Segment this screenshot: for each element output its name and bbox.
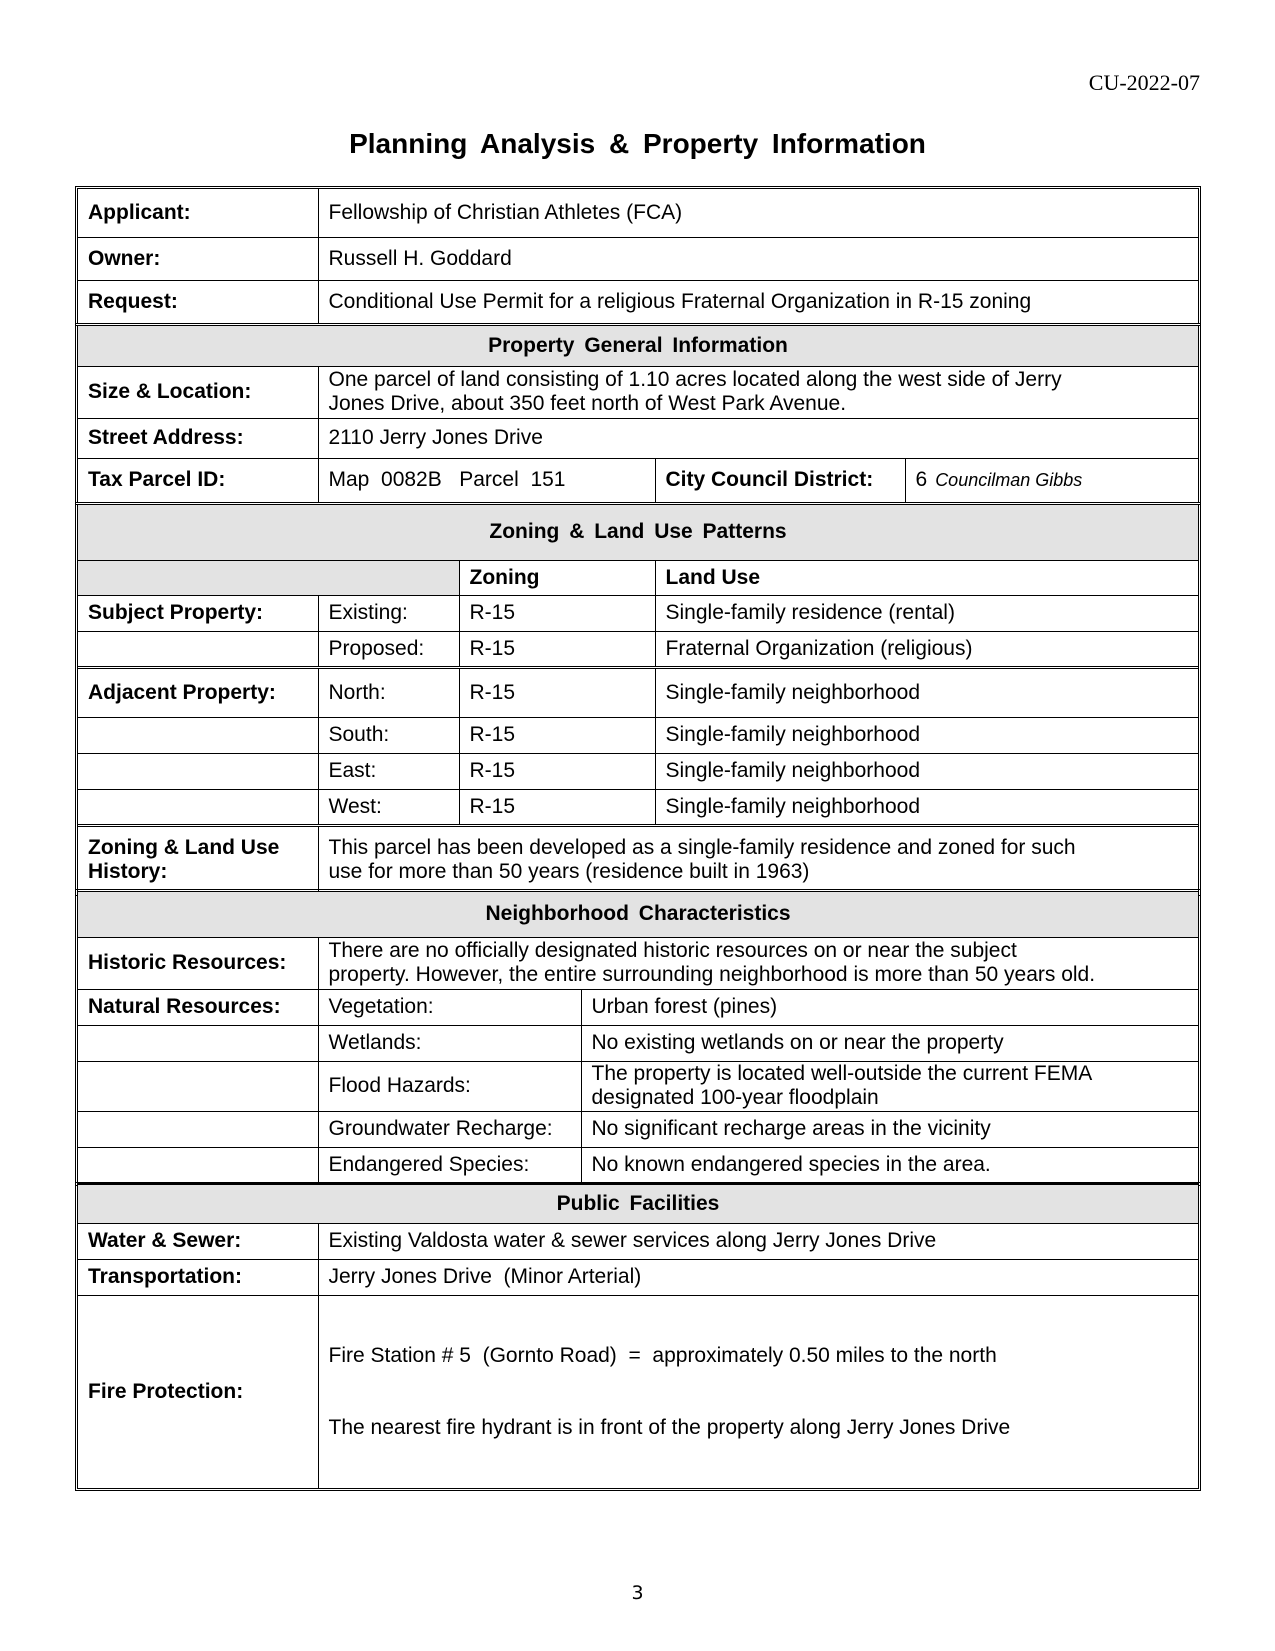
size-location-row — [78, 366, 1198, 418]
zoning-column-header-row — [78, 560, 1198, 595]
adjacent-zoning: R-15 — [459, 789, 655, 825]
council-member-name: Councilman Gibbs — [935, 470, 1083, 491]
natural-endangered-row — [78, 1147, 1198, 1183]
zoning-history-label — [78, 825, 318, 893]
subject-direction: Existing: — [318, 595, 459, 631]
adjacent-blank-cell — [78, 717, 318, 753]
flood-line-1: The property is located well-outside the current FEMA — [591, 1062, 1093, 1085]
street-address-label: Street Address: — [78, 418, 318, 458]
owner-row — [78, 237, 1198, 280]
adjacent-direction: North: — [318, 667, 459, 717]
water-sewer-value: Existing Valdosta water & sewer services along Jerry Jones Drive — [318, 1223, 1198, 1259]
adjacent-land-use: Single-family neighborhood — [655, 753, 1198, 789]
adjacent-direction: West: — [318, 789, 459, 825]
flood-line-2: designated 100-year floodplain — [591, 1086, 879, 1109]
request-value: Conditional Use Permit for a religious Fraternal Organization in R-15 zoning — [318, 280, 1198, 323]
adjacent-zoning: R-15 — [459, 717, 655, 753]
subject-proposed-row — [78, 631, 1198, 667]
owner-value: Russell H. Goddard — [318, 237, 1198, 280]
natural-blank-cell — [78, 1061, 318, 1111]
section-header-zoning: Zoning & Land Use Patterns — [78, 505, 1198, 560]
water-sewer-row — [78, 1223, 1198, 1259]
size-location-value — [318, 366, 1198, 418]
applicant-value: Fellowship of Christian Athletes (FCA) — [318, 189, 1198, 237]
natural-item: Groundwater Recharge: — [318, 1111, 581, 1147]
subject-blank-cell — [78, 631, 318, 667]
adjacent-land-use: Single-family neighborhood — [655, 667, 1198, 717]
page-number: 3 — [631, 1582, 644, 1604]
council-district-label: City Council District: — [655, 458, 905, 502]
request-label: Request: — [78, 280, 318, 323]
tax-parcel-label: Tax Parcel ID: — [78, 458, 318, 502]
natural-value: No known endangered species in the area. — [581, 1147, 1198, 1183]
zoning-history-label-line-2: History: — [88, 859, 168, 883]
natural-blank-cell — [78, 1025, 318, 1061]
zoning-history-label-line-1: Zoning & Land Use — [88, 835, 280, 859]
applicant-row — [78, 189, 1198, 237]
historic-resources-row — [78, 937, 1198, 989]
section-header-general: Property General Information — [78, 326, 1198, 366]
natural-wetlands-row — [78, 1025, 1198, 1061]
natural-blank-cell — [78, 1111, 318, 1147]
adjacent-zoning: R-15 — [459, 667, 655, 717]
transportation-label: Transportation: — [78, 1259, 318, 1295]
size-location-line-1: One parcel of land consisting of 1.10 acres located along the west side of Jerry — [328, 368, 1062, 391]
subject-direction: Proposed: — [318, 631, 459, 667]
subject-existing-row — [78, 595, 1198, 631]
section-header-neighborhood: Neighborhood Characteristics — [78, 892, 1198, 937]
subject-zoning: R-15 — [459, 631, 655, 667]
facilities-block — [75, 1182, 1201, 1491]
historic-resources-line-2: property. However, the entire surrounding neighborhood is more than 50 years old. — [328, 963, 1096, 986]
adjacent-land-use: Single-family neighborhood — [655, 789, 1198, 825]
historic-resources-line-1: There are no officially designated historic resources on or near the subject — [328, 939, 1017, 962]
historic-resources-value — [318, 937, 1198, 989]
applicant-label: Applicant: — [78, 189, 318, 237]
transportation-row — [78, 1259, 1198, 1295]
fire-protection-line-2: The nearest fire hydrant is in front of the property along Jerry Jones Drive — [328, 1415, 1011, 1439]
natural-value: No significant recharge areas in the vicinity — [581, 1111, 1198, 1147]
natural-resources-label: Natural Resources: — [78, 989, 318, 1025]
council-district-value — [905, 458, 1198, 502]
natural-value: No existing wetlands on or near the property — [581, 1025, 1198, 1061]
adjacent-south-row — [78, 717, 1198, 753]
adjacent-blank-cell — [78, 789, 318, 825]
street-address-value: 2110 Jerry Jones Drive — [318, 418, 1198, 458]
natural-value: Urban forest (pines) — [581, 989, 1198, 1025]
tax-parcel-row — [78, 458, 1198, 502]
natural-groundwater-row — [78, 1111, 1198, 1147]
adjacent-land-use: Single-family neighborhood — [655, 717, 1198, 753]
natural-item: Vegetation: — [318, 989, 581, 1025]
natural-item: Endangered Species: — [318, 1147, 581, 1183]
subject-property-label: Subject Property: — [78, 595, 318, 631]
column-header-land-use: Land Use — [655, 560, 1198, 595]
zoning-history-line-1: This parcel has been developed as a single-family residence and zoned for such — [328, 835, 1076, 859]
column-header-zoning: Zoning — [459, 560, 655, 595]
subject-land-use: Single-family residence (rental) — [655, 595, 1198, 631]
fire-protection-value — [318, 1295, 1198, 1488]
council-district-number: 6 — [915, 468, 928, 492]
size-location-line-2: Jones Drive, about 350 feet north of West Park Avenue. — [328, 392, 847, 415]
document-id: CU-2022-07 — [1088, 70, 1200, 95]
adjacent-blank-cell — [78, 753, 318, 789]
applicant-block — [75, 186, 1201, 326]
tax-parcel-value: Map 0082B Parcel 151 — [318, 458, 655, 502]
neighborhood-block — [75, 889, 1201, 1186]
adjacent-zoning: R-15 — [459, 753, 655, 789]
fire-protection-label: Fire Protection: — [78, 1295, 318, 1488]
owner-label: Owner: — [78, 237, 318, 280]
natural-vegetation-row — [78, 989, 1198, 1025]
natural-value — [581, 1061, 1198, 1111]
adjacent-direction: South: — [318, 717, 459, 753]
fire-protection-row — [78, 1295, 1198, 1488]
historic-resources-label: Historic Resources: — [78, 937, 318, 989]
request-row — [78, 280, 1198, 323]
page-title: Planning Analysis & Property Information — [349, 128, 926, 159]
section-header-facilities: Public Facilities — [78, 1185, 1198, 1223]
natural-blank-cell — [78, 1147, 318, 1183]
natural-item: Flood Hazards: — [318, 1061, 581, 1111]
zoning-history-line-2: use for more than 50 years (residence built in 1963) — [328, 859, 810, 883]
zoning-history-row — [78, 825, 1198, 893]
natural-item: Wetlands: — [318, 1025, 581, 1061]
zoning-block — [75, 502, 1201, 896]
natural-flood-row — [78, 1061, 1198, 1111]
adjacent-north-row — [78, 667, 1198, 717]
subject-zoning: R-15 — [459, 595, 655, 631]
adjacent-west-row — [78, 789, 1198, 825]
adjacent-direction: East: — [318, 753, 459, 789]
size-location-label: Size & Location: — [78, 366, 318, 418]
transportation-value: Jerry Jones Drive (Minor Arterial) — [318, 1259, 1198, 1295]
zoning-history-value — [318, 825, 1198, 893]
adjacent-property-label: Adjacent Property: — [78, 667, 318, 717]
zoning-header-blank — [78, 560, 459, 595]
street-address-row — [78, 418, 1198, 458]
general-info-block — [75, 323, 1201, 505]
fire-protection-line-1: Fire Station # 5 (Gornto Road) = approximately 0.50 miles to the north — [328, 1343, 997, 1367]
water-sewer-label: Water & Sewer: — [78, 1223, 318, 1259]
adjacent-east-row — [78, 753, 1198, 789]
subject-land-use: Fraternal Organization (religious) — [655, 631, 1198, 667]
